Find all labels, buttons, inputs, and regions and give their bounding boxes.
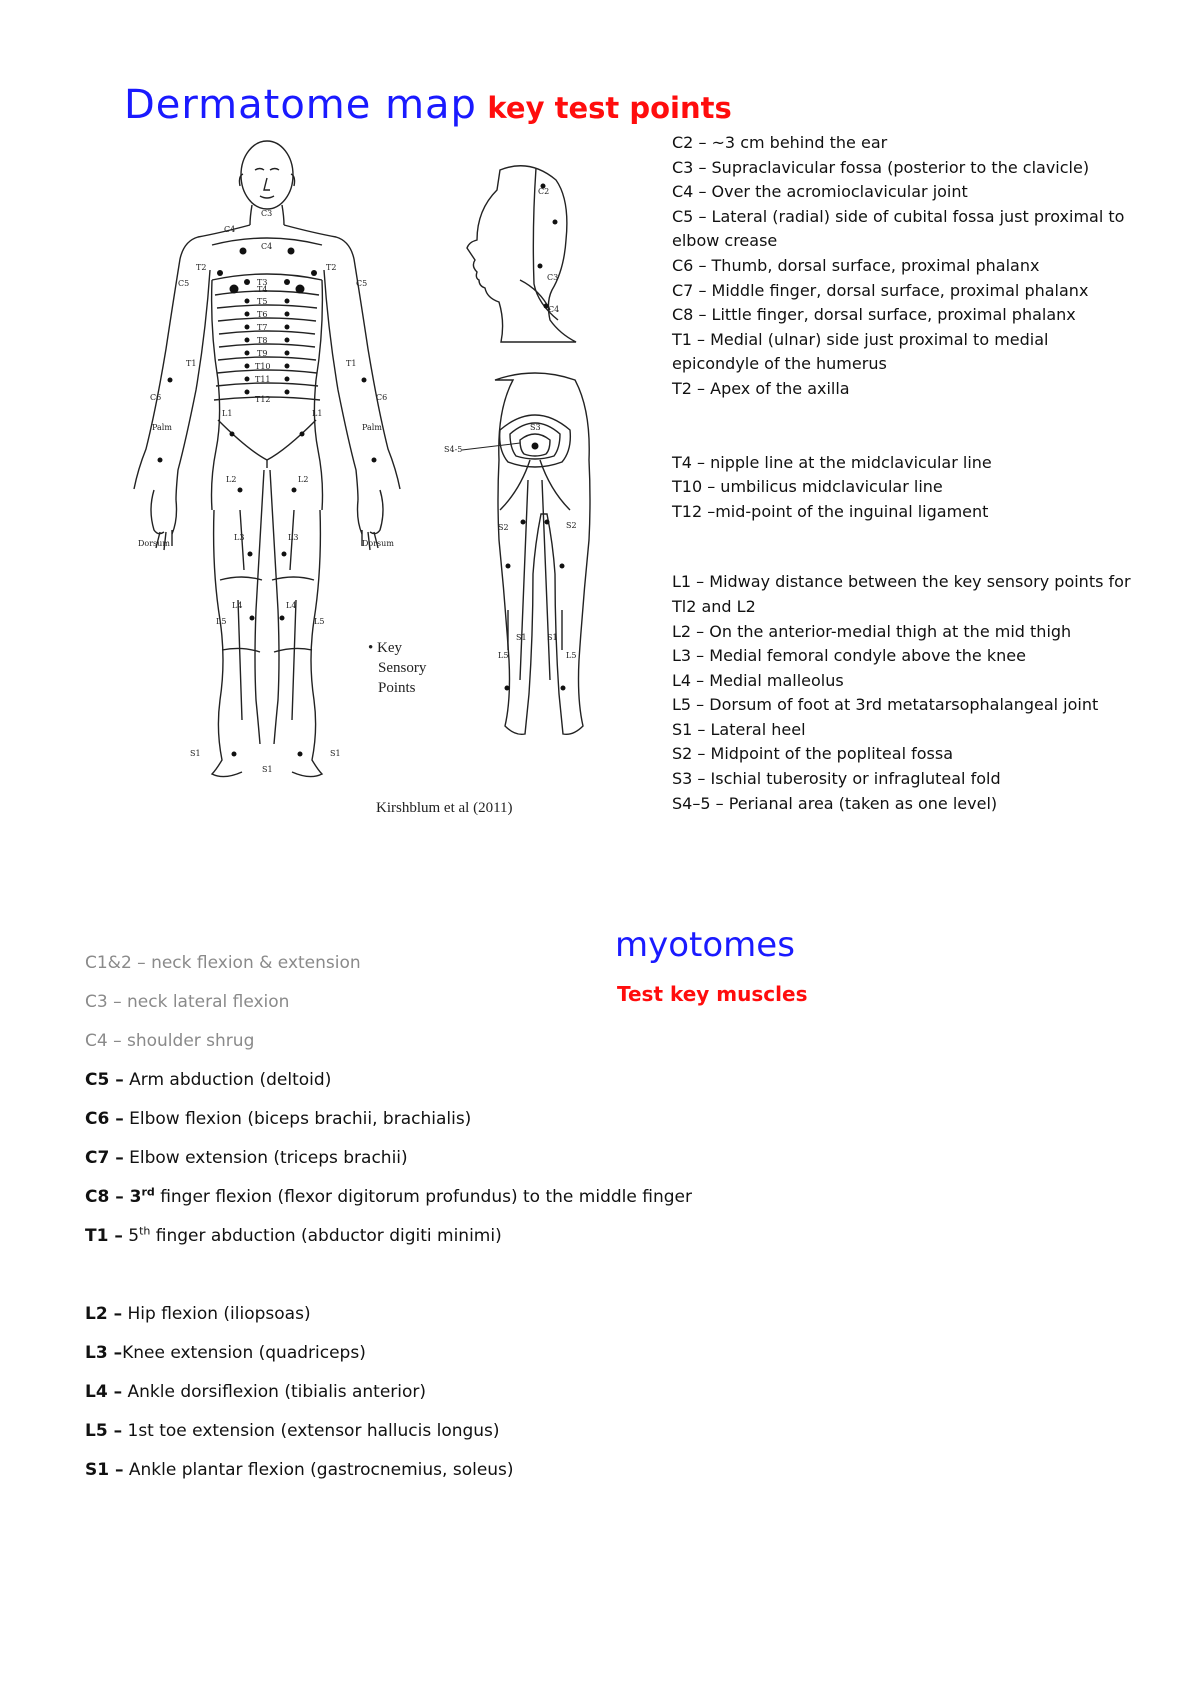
label-l4-left: L4	[232, 601, 243, 610]
key-point-l4: L4 – Medial malleolus	[672, 670, 844, 690]
label-t11: T11	[255, 375, 271, 384]
key-point-t12: T12 –mid-point of the inguinal ligament	[672, 501, 989, 521]
key-point-t1: T1 – Medial (ulnar) side just proximal to medial epicondyle of the humerus	[672, 329, 1049, 374]
label-t12: T12	[255, 395, 271, 404]
citation: Kirshblum et al (2011)	[376, 800, 513, 816]
label-c3-head: C3	[547, 273, 559, 282]
label-t9: T9	[257, 349, 268, 358]
label-t3: T3	[257, 278, 268, 287]
label-l1-left: L1	[222, 409, 233, 418]
myotome-t1: T1 – 5th finger abduction (abductor digiti minimi)	[85, 1224, 502, 1246]
dermatome-figure	[100, 130, 660, 830]
key-point-c2: C2 – ~3 cm behind the ear	[672, 133, 888, 152]
myotome-s1: S1 – Ankle plantar flexion (gastrocnemius, soleus)	[85, 1460, 514, 1480]
label-l3-right: L3	[288, 533, 299, 542]
label-c6-left: C6	[150, 393, 162, 402]
label-l4-right: L4	[286, 601, 297, 610]
key-point-l1: L1 – Midway distance between the key sensory points for Tl2 and L2	[672, 572, 1131, 616]
title-main: Dermatome map	[124, 82, 477, 128]
label-c4-head: C4	[548, 305, 560, 314]
myotome-l5: L5 – 1st toe extension (extensor hallucis longus)	[85, 1421, 500, 1441]
myotome-c7: C7 – Elbow extension (triceps brachii)	[85, 1148, 408, 1168]
label-s45: S4-5	[444, 445, 463, 454]
label-c4: C4	[224, 225, 236, 234]
label-dorsum-right: Dorsum	[362, 539, 394, 548]
label-l2-right: L2	[298, 475, 309, 484]
label-t10: T10	[255, 362, 271, 371]
key-point-s45: S4–5 – Perianal area (taken as one level)	[672, 793, 998, 813]
label-c2: C2	[538, 187, 550, 196]
label-l1-right: L1	[312, 409, 323, 418]
label-l2-left: L2	[226, 475, 237, 484]
label-s1-right: S1	[330, 749, 341, 758]
key-point-s1: S1 – Lateral heel	[672, 719, 806, 739]
key-point-c3: C3 – Supraclavicular fossa (posterior to the clavicle)	[672, 157, 1090, 177]
label-t8: T8	[257, 336, 268, 345]
label-l5-left: L5	[216, 617, 227, 626]
label-c4-b: C4	[261, 242, 273, 251]
key-point-c7: C7 – Middle finger, dorsal surface, proximal phalanx	[672, 280, 1089, 300]
myotome-l4: L4 – Ankle dorsiflexion (tibialis anterior)	[85, 1382, 427, 1402]
label-t2-left: T2	[196, 263, 207, 272]
key-point-t4: T4 – nipple line at the midclavicular line	[672, 452, 992, 472]
posterior-lower-outline	[462, 373, 590, 734]
key-point-l2: L2 – On the anterior-medial thigh at the mid thigh	[672, 621, 1072, 641]
label-t6: T6	[257, 310, 268, 319]
myotomes-title: myotomes	[615, 925, 795, 965]
label-s1-mid: S1	[262, 765, 273, 774]
myotome-c6: C6 – Elbow flexion (biceps brachii, brachialis)	[85, 1109, 472, 1129]
legend-line: • Key	[368, 640, 402, 656]
key-point-s3: S3 – Ischial tuberosity or infragluteal fold	[672, 769, 1001, 789]
key-point-c8: C8 – Little finger, dorsal surface, proximal phalanx	[672, 305, 1076, 325]
label-s1-back-right: S1	[547, 633, 558, 642]
label-c3: C3	[261, 209, 273, 218]
label-s3: S3	[530, 423, 541, 432]
label-s2-left: S2	[498, 523, 509, 532]
label-s1-back-left: S1	[516, 633, 527, 642]
label-s1-left: S1	[190, 749, 201, 758]
label-l5-right: L5	[314, 617, 325, 626]
label-t5: T5	[257, 297, 268, 306]
myotome-l3: L3 –Knee extension (quadriceps)	[85, 1343, 366, 1363]
myotome-c1-2: C1&2 – neck flexion & extension	[85, 953, 361, 973]
key-point-c5: C5 – Lateral (radial) side of cubital fossa just proximal to elbow crease	[672, 206, 1125, 251]
label-palm-right: Palm	[362, 423, 382, 432]
myotomes-subtitle: Test key muscles	[617, 982, 808, 1006]
key-point-l3: L3 – Medial femoral condyle above the knee	[672, 646, 1026, 666]
myotome-c5: C5 – Arm abduction (deltoid)	[85, 1070, 332, 1090]
label-t2-right: T2	[326, 263, 337, 272]
key-points-list	[672, 131, 1142, 816]
label-l5-back-left: L5	[498, 651, 509, 660]
label-l5-back-right: L5	[566, 651, 577, 660]
label-dorsum-left: Dorsum	[138, 539, 170, 548]
key-point-c4: C4 – Over the acromioclavicular joint	[672, 182, 968, 202]
key-sensory-points-legend	[368, 638, 426, 698]
myotome-c8: C8 – 3rd finger flexion (flexor digitorum profundus) to the middle finger	[85, 1185, 692, 1207]
label-t1-right: T1	[346, 359, 357, 368]
myotome-c4: C4 – shoulder shrug	[85, 1031, 255, 1051]
key-point-s2: S2 – Midpoint of the popliteal fossa	[672, 744, 953, 764]
myotome-l2: L2 – Hip flexion (iliopsoas)	[85, 1304, 311, 1324]
label-t1-left: T1	[186, 359, 197, 368]
page-title	[124, 82, 732, 128]
legend-line: Sensory	[378, 660, 427, 676]
label-palm-left: Palm	[152, 423, 172, 432]
label-c6-right: C6	[376, 393, 388, 402]
label-t4: T4	[257, 285, 268, 294]
label-l3-left: L3	[234, 533, 245, 542]
front-body-outline	[134, 141, 400, 777]
myotome-c3: C3 – neck lateral flexion	[85, 992, 290, 1012]
label-c5-left: C5	[178, 279, 190, 288]
myotomes-list	[85, 950, 985, 1496]
key-point-l5: L5 – Dorsum of foot at 3rd metatarsophalangeal joint	[672, 695, 1099, 715]
key-point-t10: T10 – umbilicus midclavicular line	[672, 477, 943, 497]
head-side-outline	[467, 166, 576, 342]
key-point-t2: T2 – Apex of the axilla	[672, 378, 850, 398]
title-subtitle: key test points	[487, 91, 732, 125]
key-point-c6: C6 – Thumb, dorsal surface, proximal phalanx	[672, 255, 1040, 275]
label-c5-right: C5	[356, 279, 368, 288]
label-s2-right: S2	[566, 521, 577, 530]
dermatome-drawing	[100, 130, 660, 830]
label-t7: T7	[257, 323, 268, 332]
legend-line: Points	[378, 680, 416, 696]
